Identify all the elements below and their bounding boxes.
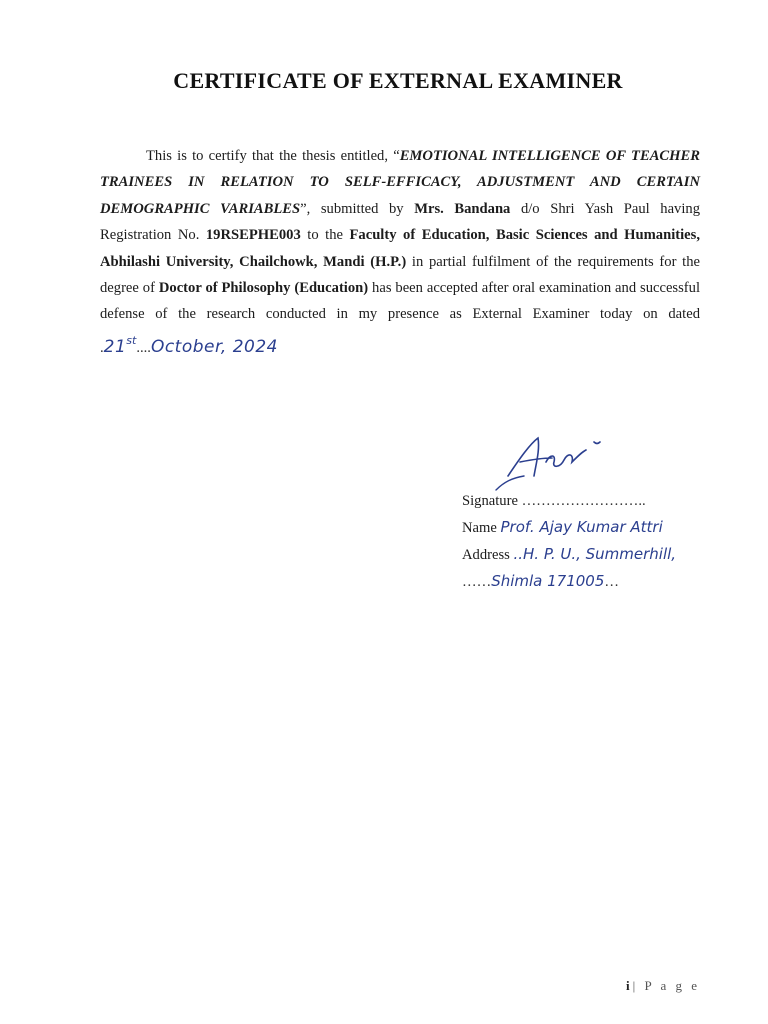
body-registration-label: d/o Shri Yash Paul having Registration No.: [100, 200, 700, 244]
address-line2-handwritten: Shimla 171005: [491, 572, 605, 590]
date-leading-dots: .: [100, 339, 104, 356]
page-footer: [626, 978, 700, 994]
handwritten-signature: [490, 432, 620, 492]
degree-name: Doctor of Philosophy (Education): [158, 280, 369, 297]
address-label: Address: [462, 547, 514, 563]
body-accepted-text: has been accepted after oral examination and successful defense of the research conducted in my presence as External Examiner today on dated: [100, 280, 700, 323]
handwritten-date-rest: October, 2024: [150, 336, 278, 357]
examiner-details: [462, 488, 762, 595]
address-row-2: [462, 568, 762, 595]
candidate-name: Mrs. Bandana: [414, 200, 511, 217]
registration-number: 19RSEPHE003: [205, 227, 301, 244]
date-middle-dots: ....: [136, 339, 151, 356]
body-intro: This is to certify that the thesis entitled, “: [146, 148, 400, 164]
examiner-name-handwritten: Prof. Ajay Kumar Attri: [500, 518, 663, 536]
handwritten-date-day: 21: [103, 336, 127, 357]
body-to-the: to the: [300, 227, 350, 244]
page-number: i: [626, 978, 633, 993]
handwritten-date-suffix: st: [126, 333, 137, 347]
page-label: | P a g e: [632, 978, 701, 993]
signature-row: [462, 488, 762, 514]
body-submitted-by: ”, submitted by: [300, 200, 415, 217]
body-degree-intro: in partial fulfilment of the requirements for the degree of: [100, 253, 700, 297]
address-line2-dots: ……: [462, 574, 492, 590]
signature-dots: ……………………..: [517, 493, 646, 509]
name-label: Name: [462, 520, 501, 536]
signature-label: Signature: [462, 493, 518, 509]
page-title: CERTIFICATE OF EXTERNAL EXAMINER: [173, 68, 623, 93]
institution-name: Faculty of Education, Basic Sciences and Humanities, Abhilashi University, Chailchowk, Mandi (H.P.): [100, 227, 700, 270]
address-line2-end-dots: …: [604, 574, 619, 590]
certificate-body: [100, 143, 700, 361]
address-line1-handwritten: ..H. P. U., Summerhill,: [513, 545, 677, 563]
name-row: [462, 514, 762, 541]
address-row: [462, 541, 762, 568]
thesis-title: EMOTIONAL INTELLIGENCE OF TEACHER TRAINEES IN RELATION TO SELF-EFFICACY, ADJUSTMENT AND CERTAIN DEMOGRAPHIC VARIABLES: [100, 148, 700, 217]
